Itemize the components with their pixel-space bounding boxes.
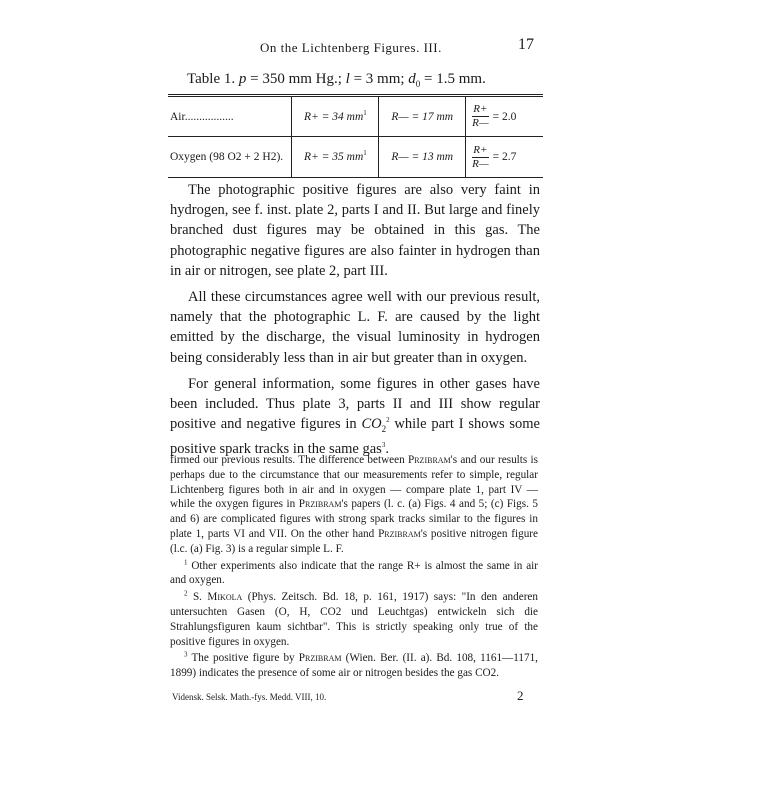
- table-row: [168, 96, 543, 137]
- r-minus-value: R— = 13 mm: [391, 151, 454, 163]
- paragraph-text: while part I shows some positive spark tracks in the same gas: [170, 416, 540, 458]
- ratio-fraction: [472, 144, 489, 171]
- footnotes: [170, 453, 538, 683]
- note-text: firmed our previous results. The difference between: [170, 454, 408, 466]
- ratio-value: = 2.0: [492, 110, 517, 123]
- footnote-mark: 2: [386, 416, 390, 425]
- r-minus-cell: [379, 137, 466, 178]
- ratio-cell: [466, 96, 543, 137]
- body-text: [170, 180, 540, 466]
- note-text: The positive figure by: [187, 652, 299, 665]
- author-name: Przibram: [378, 527, 421, 540]
- caption-p-var: p: [238, 71, 247, 87]
- footnote-1: [170, 559, 538, 589]
- gas-cell: Air.................: [170, 110, 234, 123]
- r-minus-cell: [379, 96, 466, 137]
- footnote-mark: 1: [184, 557, 188, 566]
- formula: CO: [361, 416, 382, 433]
- ratio-denominator: R—: [472, 157, 489, 170]
- footnote-mark: 2: [184, 589, 188, 598]
- footnote-mark: 3: [184, 650, 188, 659]
- ratio-numerator: R+: [473, 103, 488, 115]
- table-caption: [187, 71, 547, 89]
- ratio-denominator: R—: [472, 117, 489, 129]
- caption-d-val: = 1.5 mm.: [420, 71, 486, 87]
- note-text: Other experiments also indicate that the range R+ is almost the same in air and oxygen.: [170, 559, 538, 587]
- caption-l-val: = 3 mm;: [349, 71, 409, 87]
- caption-d-var: d: [408, 71, 416, 87]
- ratio-value: = 2.7: [492, 151, 517, 163]
- gas-cell: Oxygen (98 O2 + 2 H2).: [170, 151, 284, 163]
- note-text: (Wien. Ber. (II. a). Bd. 108, 1161—1171, 1899) indicates the presence of some air or nitrogen besides the gas CO2.: [170, 652, 538, 680]
- paragraph: The photographic positive figures are also very faint in hydrogen, see f. inst. plate 2, parts I and II. But large and finely branched dust figures may be obtained in this gas. The photographic negative figures are also fainter in hydrogen than in air or nitrogen, see plate 2, part III.: [170, 182, 540, 279]
- author-name: Przibram: [298, 652, 342, 665]
- r-plus-cell: [292, 96, 379, 137]
- paragraph: All these circumstances agree well with our previous result, namely that the photographic L. F. are caused by the light emitted by the discharge, the visual luminosity in hydrogen being considerably less than in air but greater than in oxygen.: [170, 289, 540, 366]
- note-text: 's papers (l. c. (a) Figs. 4 and 5; (c) Figs. 5 and 6) are complicated figures with strong spark tracks similar to the figures in plate 1, parts VI and VII. On the other hand: [170, 498, 538, 540]
- footnote-mark: 3: [381, 441, 386, 450]
- note-text: 's positive nitrogen figure (l.c. (a) Fig. 3) is a regular simple L. F.: [170, 527, 538, 555]
- page-number: 17: [518, 36, 534, 53]
- ratio-numerator: R+: [473, 143, 488, 156]
- paragraph: [170, 374, 540, 460]
- paragraph-text: For general information, some figures in other gases have been included. Thus plate 3, parts II and III show regular positive and negative figures in: [170, 375, 540, 433]
- caption-d-sub: 0: [415, 79, 421, 89]
- footer-imprint: Vidensk. Selsk. Math.-fys. Medd. VIII, 10.: [172, 692, 327, 702]
- running-title: On the Lichtenberg Figures. III.: [260, 40, 442, 55]
- caption-p-val: = 350 mm Hg.;: [246, 71, 346, 87]
- r-plus-cell: [292, 137, 379, 178]
- signature-mark: 2: [517, 688, 524, 703]
- paragraph-text: .: [385, 441, 389, 458]
- table-row: [168, 137, 543, 178]
- ratio-fraction: [472, 103, 489, 130]
- footnote-mark: 1: [363, 108, 367, 117]
- ratio-cell: [466, 137, 543, 178]
- footnote-continuation: [170, 453, 538, 557]
- note-text: (Phys. Zeitsch. Bd. 18, p. 161, 1917) says: "In den anderen untersuchten Gasen (O, H, CO2 und Leuchtgas) entwickeln sich die Strahlungsfiguren kaum sichtbar". This is strictly speaking only true of the positive figures in oxygen.: [170, 591, 538, 648]
- r-plus-value: R+ = 35 mm: [303, 151, 364, 163]
- author-name: Przibram: [298, 498, 342, 511]
- caption-prefix: Table 1.: [187, 71, 239, 87]
- footnote-3: [170, 651, 538, 681]
- r-plus-value: R+ = 34 mm: [303, 110, 364, 123]
- footnote-2: [170, 590, 538, 649]
- formula-sub: 2: [381, 424, 387, 435]
- footnote-mark: 1: [363, 149, 367, 158]
- r-minus-value: R— = 17 mm: [391, 110, 454, 123]
- note-text: 's and our results is perhaps due to the circumstance that our measurements refer to simple, regular Lichtenberg figures both in air and in oxygen — compare plate 1, part IV — while the oxygen figures in: [170, 454, 538, 511]
- data-table: [168, 94, 543, 178]
- caption-l-var: l: [345, 71, 350, 87]
- author-name: S. Mikola: [192, 591, 243, 604]
- author-name: Przibram: [408, 454, 451, 466]
